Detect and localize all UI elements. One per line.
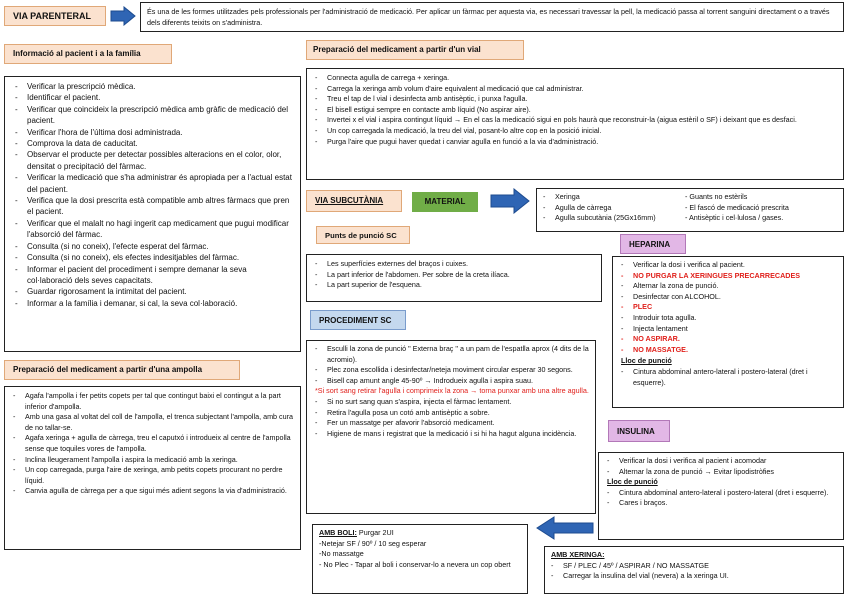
material-box	[536, 188, 844, 232]
procediment-item: - Bisell cap amunt angle 45-90º → Indrodueix agulla i aspira suau.	[315, 376, 589, 387]
heparina-title	[620, 234, 686, 254]
punts-item: - Les superfícies externes del braços i cuixes.	[315, 259, 595, 270]
heparina-item: - NO PURGAR LA XERINGUES PRECARRECADES	[621, 271, 837, 282]
heparina-lloc-item: - Cintura abdominal antero-lateral i postero-lateral (dret i esquerre).	[621, 367, 837, 388]
punts-item: - La part superior de l'esquena.	[315, 280, 595, 291]
insulina-lloc-item: - Cintura abdominal antero-lateral i postero-lateral (dret i esquerre).	[607, 488, 837, 499]
ampolla-item: - Agafa l'ampolla i fer petits copets per tal que contingut baixi el contingut a la part inferior d'ampolla.	[13, 391, 294, 412]
vial-item: - Purga l'aire que pugui haver quedat i canviar agulla en funció a la via d'administració.	[315, 137, 837, 148]
bullet: -	[543, 192, 546, 201]
vial-item: - El bisell estigui sempre en contacte amb líquid (No aspirar aire).	[315, 105, 837, 116]
info-pacient-item: - Comprova la data de caducitat.	[15, 138, 294, 149]
info-pacient-item: - Verifica que la dosi prescrita està compatible amb altres fàrmacs que pren el pacient.	[15, 195, 294, 218]
procediment-item: - Fer un massatge per afavorir l'absorció medicament.	[315, 418, 589, 429]
amb-xeringa-title: AMB XERINGA:	[551, 550, 605, 559]
insulina-title-label: INSULINA	[617, 427, 655, 436]
ampolla-list	[13, 391, 294, 497]
info-pacient-item: - Consulta (si no coneix), l'efecte esperat del fàrmac.	[15, 241, 294, 252]
material-title	[412, 192, 478, 212]
ampolla-title	[4, 360, 240, 380]
amb-boli-title-rest: Purgar 2UI	[356, 528, 394, 537]
vial-box	[306, 68, 844, 180]
heparina-item: - NO MASSATGE.	[621, 345, 837, 356]
procediment-item: - Higiene de mans i registrat que la medicació i si hi ha hagut alguna incidència.	[315, 429, 589, 440]
via-parenteral-text: És una de les formes utilitzades pels professionals per l'administració de medicació. Per aplicar un fàrmac per aquesta via, es necessari travessar la pell, la medicació passa al torrent sanguini directament o a través dels diferents teixits on s'administra.	[147, 7, 830, 27]
ampolla-item: - Agafa xeringa + agulla de càrrega, treu el caputxó i introdueix al centre de l'ampolla sense que toquiles vores de l'ampolla.	[13, 433, 294, 454]
punts-title-label: Punts de punció SC	[325, 231, 397, 240]
insulina-lloc-list	[607, 488, 837, 509]
material-row	[543, 192, 837, 203]
info-pacient-item: - Observar el producte per detectar possibles alteracions en el color, olor, densitat o precipitació del fàrmac.	[15, 149, 294, 172]
heparina-list	[621, 260, 837, 355]
procediment-item: - Plec zona escollida i desinfectar/neteja moviment circular esperar 30 segons.	[315, 365, 589, 376]
material-item: Xeringa	[555, 192, 580, 201]
via-parenteral-description	[140, 2, 844, 32]
amb-boli-line: -No massatge	[319, 549, 364, 559]
arrow-right-icon	[110, 6, 136, 26]
heparina-item: - Verificar la dosi i verifica al pacient.	[621, 260, 837, 271]
heparina-item: - PLEC	[621, 302, 837, 313]
info-pacient-item: - Verificar la medicació que s'ha administrar és apropiada per a l'actual estat del pacient.	[15, 172, 294, 195]
insulina-lloc-title: Lloc de punció	[607, 477, 658, 487]
procediment-title	[310, 310, 406, 330]
info-pacient-item: - Verificar que coincideix la prescripció mèdica amb gràfic de medicació del pacient.	[15, 104, 294, 127]
info-pacient-item: - Verificar l'hora de l'última dosi administrada.	[15, 127, 294, 138]
material-list	[543, 192, 837, 224]
arrow-left-icon	[536, 516, 594, 540]
heparina-box	[612, 256, 844, 408]
info-pacient-item: - Consulta (si no coneix), els efectes indesitjables del fàrmac.	[15, 252, 294, 263]
heparina-title-label: HEPARINA	[629, 240, 671, 249]
ampolla-box	[4, 386, 301, 550]
heparina-item: - NO ASPIRAR.	[621, 334, 837, 345]
procediment-red-note: *Si sort sang retirar l'agulla i comprimeix la zona → torna punxar amb una altre agulla.	[315, 386, 589, 396]
amb-boli-lines	[319, 539, 521, 571]
vial-item: - Treu el tap de l vial i desinfecta amb antisèptic, i punxa l'agulla.	[315, 94, 837, 105]
info-pacient-item: - Guardar rigorosament la intimitat del pacient.	[15, 286, 294, 297]
via-subcutania-label: VIA SUBCUTÀNIA	[315, 196, 384, 205]
vial-item: - Carrega la xeringa amb volum d'aire equivalent al medicació que cal administrar.	[315, 84, 837, 95]
heparina-item: - Introduir tota agulla.	[621, 313, 837, 324]
material-label: MATERIAL	[424, 197, 466, 206]
via-parenteral-title	[4, 6, 106, 26]
punts-box	[306, 254, 602, 302]
ampolla-item: - Amb una gasa al voltat del coll de l'ampolla, el trenca subjectant l'ampolla, amb cura de no tallar-se.	[13, 412, 294, 433]
vial-list	[315, 73, 837, 147]
heparina-lloc-title: Lloc de punció	[621, 356, 672, 366]
amb-xeringa-list	[551, 561, 837, 582]
procediment-item: - Si no surt sang quan s'aspira, injecta el fàrmac lentament.	[315, 397, 589, 408]
ampolla-item: - Inclina lleugerament l'ampolla i aspira la medicació amb la xeringa.	[13, 455, 294, 466]
procediment-item: - Esculli la zona de punció " Externa braç " a un pam de l'espatlla aprox (4 dits de la acromio).	[315, 344, 589, 365]
info-pacient-box	[4, 76, 301, 352]
material-item: - Antisèptic i cel·lulosa / gases.	[685, 213, 784, 223]
amb-xeringa-item: - Carregar la insulina del vial (nevera) a la xeringa UI.	[551, 571, 837, 582]
heparina-item: - Injecta lentament	[621, 324, 837, 335]
info-pacient-item: - Informar a la família i demanar, si cal, la seva col·laboració.	[15, 298, 294, 309]
via-parenteral-label: VIA PARENTERAL	[13, 11, 92, 21]
material-row	[543, 213, 837, 224]
ampolla-title-label: Preparació del medicament a partir d'una ampolla	[13, 365, 203, 374]
info-pacient-item: - Identificar el pacient.	[15, 92, 294, 103]
insulina-box	[598, 452, 844, 540]
heparina-item: - Desinfectar con ALCOHOL.	[621, 292, 837, 303]
info-pacient-title	[4, 44, 172, 64]
vial-item: - Connecta agulla de carrega + xeringa.	[315, 73, 837, 84]
info-pacient-item: - Informar el pacient del procediment i sempre demanar la seva col·laboració dels seves capacitats.	[15, 264, 294, 287]
material-item: Agulla de càrrega	[555, 202, 612, 212]
vial-item: - Un cop carregada la medicació, la treu del vial, posant-lo altre cop en la posició inicial.	[315, 126, 837, 137]
vial-title	[306, 40, 524, 60]
procediment-list	[315, 344, 589, 386]
procediment-list-2	[315, 397, 589, 439]
material-row	[543, 203, 837, 214]
punts-list	[315, 259, 595, 291]
procediment-box	[306, 340, 596, 514]
material-item: - El fascó de medicació prescrita	[685, 202, 789, 212]
bullet: -	[543, 213, 546, 223]
amb-boli-line: - No Plec - Tapar al boli i conservar-lo a nevera un cop obert	[319, 559, 511, 569]
info-pacient-item: - Verificar que el malalt no hagi ingerit cap medicament que pugui modificar l'absorció del fàrmac.	[15, 218, 294, 241]
bullet: -	[543, 202, 546, 212]
punts-item: - La part inferior de l'abdomen. Per sobre de la creta ilíaca.	[315, 270, 595, 281]
ampolla-item: - Canvia agulla de càrrega per a que sigui més adient segons la via d'administració.	[13, 486, 294, 497]
material-item: Agulla subcutània (25Gx16mm)	[555, 213, 656, 223]
info-pacient-list	[15, 81, 294, 309]
insulina-title	[608, 420, 670, 442]
amb-xeringa-item: - SF / PLEC / 45º / ASPIRAR / NO MASSATGE	[551, 561, 837, 572]
insulina-item: - Alternar la zona de punció → Evitar lipodistròfies	[607, 467, 837, 478]
heparina-item: - Alternar la zona de punció.	[621, 281, 837, 292]
amb-boli-title-line	[319, 528, 521, 539]
insulina-lloc-item: - Cares i braços.	[607, 498, 837, 509]
amb-boli-box	[312, 524, 528, 594]
vial-item: - Invertei x el vial i aspira contingut líquid → En el cas la medicació sigui en pols haurà que reconstruir-la (aigua estèril o SF) i deixant que es desfaci.	[315, 115, 837, 126]
info-pacient-label: Informació al pacient i a la família	[13, 49, 141, 58]
amb-boli-title: AMB BOLI:	[319, 528, 357, 537]
material-item: - Guants no estèrils	[685, 192, 748, 201]
ampolla-item: - Un cop carregada, purga l'aire de xeringa, amb petits copets procurant no perdre líquid.	[13, 465, 294, 486]
procediment-title-label: PROCEDIMENT SC	[319, 316, 392, 325]
amb-boli-line: -Netejar SF / 90º / 10 seg esperar	[319, 538, 427, 548]
insulina-item: - Verificar la dosi i verifica al pacient i acomodar	[607, 456, 837, 467]
amb-xeringa-box	[544, 546, 844, 594]
procediment-item: - Retira l'agulla posa un cotó amb antisèptic a sobre.	[315, 408, 589, 419]
info-pacient-item: - Verificar la prescripció mèdica.	[15, 81, 294, 92]
arrow-right-icon	[490, 188, 530, 214]
via-subcutania-title	[306, 190, 402, 212]
vial-title-label: Preparació del medicament a partir d'un vial	[313, 45, 481, 54]
punts-title	[316, 226, 410, 244]
insulina-list	[607, 456, 837, 477]
